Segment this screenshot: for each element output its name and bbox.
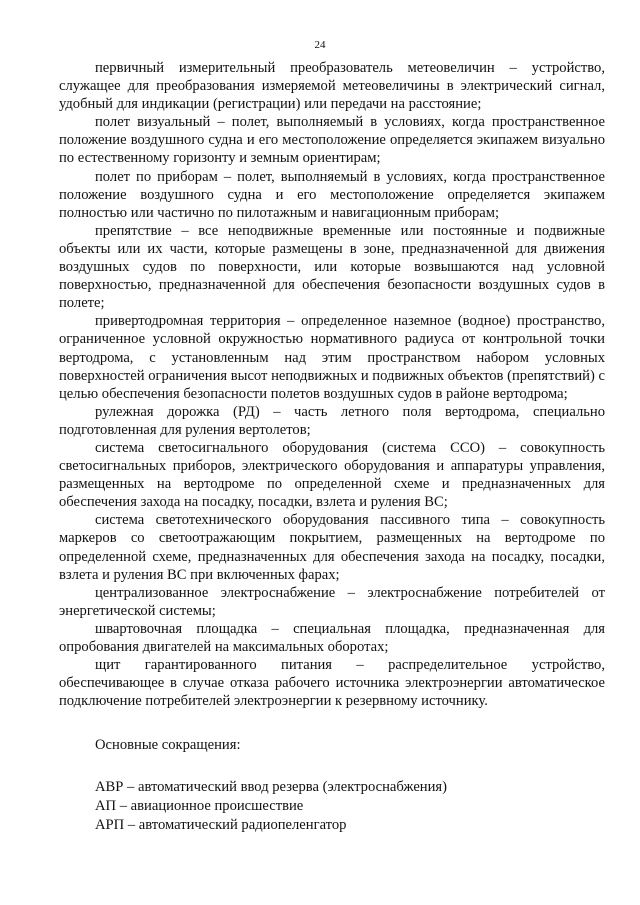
definition-paragraph: система светотехнического оборудования пассивного типа – совокупность маркеров со светоотражающим покрытием, размещенных на вертодроме по определенной схеме, предназначенных для обеспечения захода на посадку, посадки, взлета и руления ВС при включенных фарах; [59, 512, 605, 583]
definition-paragraph: полет по приборам – полет, выполняемый в условиях, когда пространственное положение воздушного судна и его местоположение определяется экипажем полностью или частично по пилотажным и навигационным приборам; [59, 168, 605, 221]
abbreviation-item: АРП – автоматический радиопеленгатор [95, 817, 347, 834]
page-number: 24 [314, 39, 326, 51]
abbreviations-title: Основные сокращения: [95, 737, 241, 754]
definition-paragraph: система светосигнального оборудования (система ССО) – совокупность светосигнальных приборов, электрического оборудования и аппаратуры управления, размещенных на вертодроме по определенной схеме и предназначенных для обеспечения захода на посадку, посадки, взлета и руления ВС; [59, 439, 605, 511]
definition-paragraph: первичный измерительный преобразователь метеовеличин – устройство, служащее для преобразования измеряемой метеовеличины в электрический сигнал, удобный для индикации (регистрации) или передачи на расстояние; [59, 60, 605, 113]
definition-paragraph: препятствие – все неподвижные временные или постоянные и подвижные объекты или их части, которые размещены в зоне, предназначенной для движения воздушных судов по поверхности, или которые возвышаются над условной поверхностью, предназначенной для обеспечения безопасности воздушных судов в полете; [59, 222, 605, 312]
definition-paragraph: полет визуальный – полет, выполняемый в условиях, когда пространственное положение воздушного судна и его местоположение определяется экипажем визуально по естественному горизонту и земным ориентирам; [59, 114, 605, 167]
definition-paragraph: привертодромная территория – определенное наземное (водное) пространство, ограниченное условной окружностью нормативного радиуса от контрольной точки вертодрома, с установленным над этим пространством набором условных поверхностей ограничения высот неподвижных и подвижных объектов (препятствий) с целью обеспечения безопасности полетов воздушных судов в районе вертодрома; [59, 313, 605, 402]
document-body [59, 59, 605, 835]
definition-paragraph: централизованное электроснабжение – электроснабжение потребителей от энергетической системы; [59, 584, 605, 619]
definition-paragraph: рулежная дорожка (РД) – часть летного поля вертодрома, специально подготовленная для руления вертолетов; [59, 403, 605, 438]
abbreviation-item: АП – авиационное происшествие [95, 798, 304, 815]
definition-paragraph: швартовочная площадка – специальная площадка, предназначенная для опробования двигателей на максимальных оборотах; [59, 620, 605, 655]
abbreviation-item: АВР – автоматический ввод резерва (электроснабжения) [95, 779, 447, 796]
definition-paragraph: щит гарантированного питания – распределительное устройство, обеспечивающее в случае отказа рабочего источника электроэнергии автоматическое подключение потребителей электроэнергии к резервному источнику. [59, 657, 605, 710]
abbreviations-list [59, 778, 605, 835]
